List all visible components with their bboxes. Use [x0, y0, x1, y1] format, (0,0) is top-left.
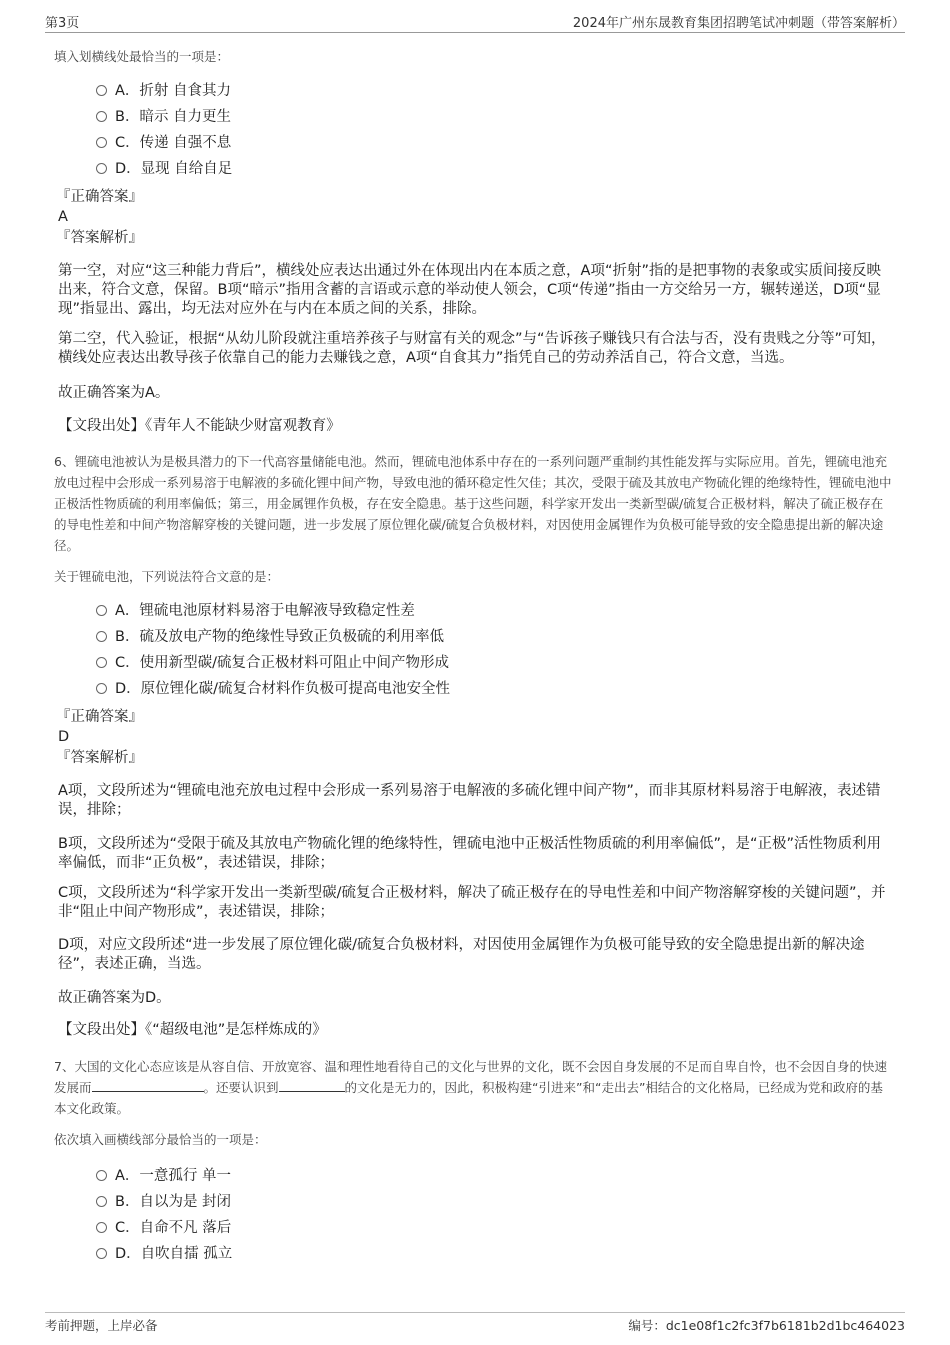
q6-prompt: 关于锂硫电池，下列说法符合文意的是：	[54, 569, 280, 584]
radio-icon[interactable]	[96, 1248, 107, 1259]
q7-passage: 7、大国的文化心态应该是从容自信、开放宽容、温和理性地看待自己的文化与世界的文化，既不会因自身发展的不足而自卑自怜，也不会因自身的快速发展而 。还要认识到 的文化是无力的，因此，积极构建“引进来”和“走出去”相结合的文化格局，已经成为党和政府的基本文化政策。	[54, 1059, 887, 1116]
q6-option-a[interactable]: A．锂硫电池原材料易溶于电解液导致稳定性差	[96, 601, 415, 621]
page-number: 第3页	[45, 16, 80, 31]
q6-analysis-b: B项，文段所述为“受限于硫及其放电产物硫化锂的绝缘特性，锂硫电池中正极活性物质硫的利用率偏低”，是“正极”活性物质利用率偏低，而非“正负极”，表述错误，排除；	[58, 836, 881, 871]
radio-icon[interactable]	[96, 683, 107, 694]
q6-answer: D	[58, 729, 70, 745]
q5-conclusion: 故正确答案为A。	[58, 385, 170, 401]
q5-analysis-1: 第一空，对应“这三种能力背后”，横线处应表达出通过外在体现出内在本质之意，A项“折射”指的是把事物的表象或实质间接反映出来，符合文意，保留。B项“暗示”指用含蓄的言语或示意的举动使人领会，C项“传递”指由一方交给另一方，辗转递送，D项“显现”指显出、露出，均无法对应外在与内在本质之间的关系，排除。	[58, 263, 881, 317]
q6-option-c[interactable]: C．使用新型碳/硫复合正极材料可阻止中间产物形成	[96, 653, 449, 673]
radio-icon[interactable]	[96, 605, 107, 616]
q5-answer: A	[58, 209, 68, 225]
answer-blank-1[interactable]	[92, 1078, 204, 1092]
q7-option-d[interactable]: D．自吹自擂 孤立	[96, 1244, 232, 1264]
q5-source: 【文段出处】《青年人不能缺少财富观教育》	[58, 418, 341, 434]
q7-option-c[interactable]: C．自命不凡 落后	[96, 1218, 231, 1238]
q6-source: 【文段出处】《“超级电池”是怎样炼成的》	[58, 1022, 327, 1038]
page-header	[45, 12, 905, 33]
radio-icon[interactable]	[96, 111, 107, 122]
q5-analysis-label: 『答案解析』	[56, 230, 143, 246]
q5-option-c[interactable]: C．传递 自强不息	[96, 133, 231, 153]
radio-icon[interactable]	[96, 1170, 107, 1181]
q7-option-a[interactable]: A．一意孤行 单一	[96, 1166, 231, 1186]
q5-option-a[interactable]: A．折射 自食其力	[96, 81, 231, 101]
q6-analysis-c: C项，文段所述为“科学家开发出一类新型碳/硫复合正极材料，解决了硫正极存在的导电性差和中间产物溶解穿梭的关键问题”，并非“阻止中间产物形成”，表述错误，排除；	[58, 885, 886, 920]
footer-slogan: 考前押题，上岸必备	[45, 1318, 158, 1333]
q7-prompt: 依次填入画横线部分最恰当的一项是：	[54, 1132, 267, 1147]
q6-analysis-d: D项，对应文段所述“进一步发展了原位锂化碳/硫复合负极材料，对因使用金属锂作为负极可能导致的安全隐患提出新的解决途径”，表述正确，当选。	[58, 937, 865, 972]
q6-passage: 6、锂硫电池被认为是极具潜力的下一代高容量储能电池。然而，锂硫电池体系中存在的一系列问题严重制约其性能发挥与实际应用。首先，锂硫电池充放电过程中会形成一系列易溶于电解液的多硫化锂中间产物，导致电池的循环稳定性欠佳；其次，受限于硫及其放电产物硫化锂的绝缘特性，锂硫电池中正极活性物质硫的利用率偏低；第三，用金属锂作负极，存在安全隐患。基于这些问题，科学家开发出一类新型碳/硫复合正极材料，解决了硫正极存在的导电性差和中间产物溶解穿梭的关键问题，进一步发展了原位锂化碳/硫复合负极材料，对因使用金属锂作为负极可能导致的安全隐患提出新的解决途径。	[54, 454, 892, 553]
radio-icon[interactable]	[96, 657, 107, 668]
document-id: 编号：dc1e08f1c2fc3f7b6181b2d1bc464023	[628, 1318, 905, 1333]
q7-option-b[interactable]: B．自以为是 封闭	[96, 1192, 231, 1212]
q6-option-d[interactable]: D．原位锂化碳/硫复合材料作负极可提高电池安全性	[96, 679, 450, 699]
q5-option-d[interactable]: D．显现 自给自足	[96, 159, 232, 179]
q6-analysis-a: A项，文段所述为“锂硫电池充放电过程中会形成一系列易溶于电解液的多硫化锂中间产物”，而非其原材料易溶于电解液，表述错误，排除；	[58, 783, 881, 818]
radio-icon[interactable]	[96, 1196, 107, 1207]
radio-icon[interactable]	[96, 137, 107, 148]
q5-prompt: 填入划横线处最恰当的一项是：	[54, 49, 230, 64]
q5-analysis-2: 第二空，代入验证，根据“从幼儿阶段就注重培养孩子与财富有关的观念”与“告诉孩子赚钱只有合法与否，没有贵贱之分等”可知，横线处应表达出教导孩子依靠自己的能力去赚钱之意，A项“自食其力”指凭自己的劳动养活自己，符合文意，当选。	[58, 331, 886, 366]
q5-answer-label: 『正确答案』	[56, 189, 143, 205]
radio-icon[interactable]	[96, 85, 107, 96]
q6-conclusion: 故正确答案为D。	[58, 990, 171, 1006]
q6-answer-label: 『正确答案』	[56, 709, 143, 725]
q6-option-b[interactable]: B．硫及放电产物的绝缘性导致正负极硫的利用率低	[96, 627, 444, 647]
radio-icon[interactable]	[96, 631, 107, 642]
radio-icon[interactable]	[96, 163, 107, 174]
document-title: 2024年广州东晟教育集团招聘笔试冲刺题（带答案解析）	[572, 16, 905, 31]
q6-analysis-label: 『答案解析』	[56, 750, 143, 766]
answer-blank-2[interactable]	[279, 1078, 345, 1092]
page-footer	[45, 1312, 905, 1335]
q5-option-b[interactable]: B．暗示 自力更生	[96, 107, 231, 127]
radio-icon[interactable]	[96, 1222, 107, 1233]
